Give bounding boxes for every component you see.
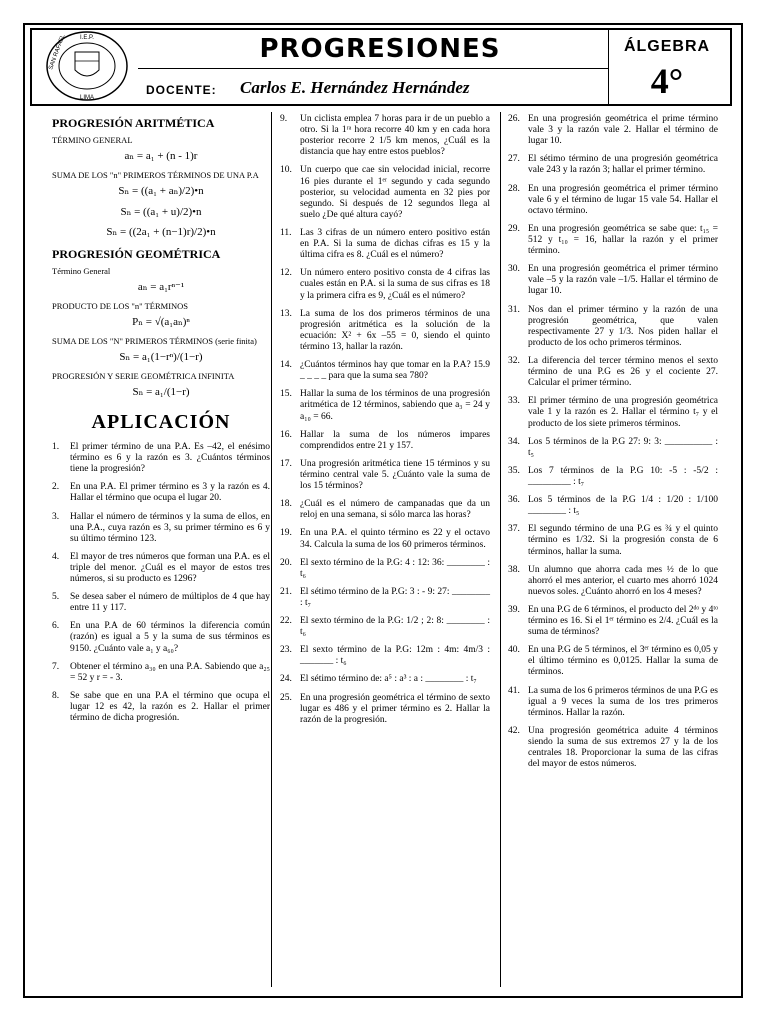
pg-title: PROGRESIÓN GEOMÉTRICA bbox=[52, 247, 221, 262]
problem-text: ¿Cuál es el número de campanadas que da un reloj en una semana, si sólo marca las horas? bbox=[300, 499, 490, 521]
problem-item bbox=[280, 268, 490, 301]
infinita-title: PROGRESIÓN Y SERIE GEOMÉTRICA INFINITA bbox=[52, 370, 235, 381]
problem-text: Nos dan el primer término y la razón de una progresión geométrica, que valen respectivamente 27 y 1/3. Nos piden hallar el producto de los ocho primeros términos. bbox=[528, 304, 718, 348]
problem-text: En una progresión geométrica el primer término vale 6 y el término de lugar 15 vale 54. Hallar el octavo término. bbox=[528, 183, 718, 216]
problem-text: El sexto término de la P.G: 1/2 ; 2: 8: ________ : t₆ bbox=[300, 616, 490, 638]
problem-item bbox=[52, 552, 270, 585]
problem-number: 29. bbox=[508, 223, 520, 234]
problem-item bbox=[508, 264, 718, 297]
problem-text: En una P.A. El primer término es 3 y la razón es 4. Hallar el término que ocupa el lugar 20. bbox=[70, 482, 270, 504]
problem-text: El mayor de tres números que forman una P.A. es el triple del menor. ¿Cuál es el mayor de estos tres números, si su producto es 1296? bbox=[70, 551, 270, 585]
problem-item bbox=[508, 605, 718, 638]
problem-text: La suma de los 6 primeros términos de una P.G es igual a 9 veces la suma de los tres primeros términos. Hallar la razón. bbox=[528, 685, 718, 718]
problem-number: 39. bbox=[508, 604, 520, 615]
problem-number: 32. bbox=[508, 355, 520, 366]
problem-item bbox=[280, 389, 490, 422]
docente-name: Carlos E. Hernández Hernández bbox=[240, 78, 470, 97]
problem-item bbox=[280, 459, 490, 492]
problem-number: 37. bbox=[508, 524, 520, 535]
problem-text: En una P.G de 5 términos, el 3ᵉʳ término es 0,05 y el último término es 0,0125. Hallar la suma de términos. bbox=[528, 645, 718, 678]
problem-number: 35. bbox=[508, 465, 520, 476]
problem-item bbox=[52, 621, 270, 654]
problem-number: 25. bbox=[280, 692, 292, 703]
problem-text: El sétimo término de la P.G: 3 : - 9: 27: ________ : t₇ bbox=[300, 586, 490, 608]
problem-number: 6. bbox=[52, 621, 60, 632]
column-divider bbox=[500, 112, 501, 987]
problem-number: 12. bbox=[280, 268, 292, 279]
problem-item bbox=[280, 558, 490, 580]
problem-number: 31. bbox=[508, 304, 520, 315]
problem-text: Hallar la suma de los números impares comprendidos entre 21 y 157. bbox=[300, 429, 490, 451]
problem-number: 21. bbox=[280, 586, 292, 597]
problem-text: La diferencia del tercer término menos el sexto término de una P.G es 26 y el cociente 27. Calcular el primer término. bbox=[528, 355, 718, 389]
problem-text: Hallar la suma de los términos de una progresión aritmética de 12 términos, sabiendo que a₃ = 24 y a₁₀ = 66. bbox=[300, 389, 490, 422]
problem-text: El primer término de una P.A. Es –42, el enésimo término es 6 y la razón es 3. ¿Cuántos términos tiene la progresión? bbox=[70, 441, 270, 475]
problem-item bbox=[280, 645, 490, 667]
problem-item bbox=[508, 154, 718, 176]
problem-text: ¿Cuántos términos hay que tomar en la P.A? 15.9 _ _ _ _ para que la suma sea 780? bbox=[300, 360, 490, 382]
problem-item bbox=[280, 228, 490, 261]
termino-general-label: TÉRMINO GENERAL bbox=[52, 135, 133, 146]
problem-text: En una P.A de 60 términos la diferencia común (razón) es igual a 5 y la suma de sus términos es 9150. ¿Cuánto vale a₁ y a₆₀? bbox=[70, 621, 270, 654]
problem-text: Una progresión aritmética tiene 15 términos y su término central vale 5. ¿Cuánto vale la suma de los 15 términos? bbox=[300, 458, 490, 492]
problem-item bbox=[508, 565, 718, 598]
problem-number: 20. bbox=[280, 557, 292, 568]
problem-text: En una progresión geométrica el término de sexto lugar es 486 y el primer término es 2. Hallar la razón de la progresión. bbox=[300, 692, 490, 725]
problem-item bbox=[52, 482, 270, 504]
suma-formula-1: Sₙ = ((a₁ + aₙ)/2)•n bbox=[118, 184, 204, 197]
problem-item bbox=[280, 528, 490, 550]
problem-number: 28. bbox=[508, 183, 520, 194]
problem-text: En una P.A. el quinto término es 22 y el octavo 34. Calcula la suma de los 60 primeros términos. bbox=[300, 528, 490, 550]
problem-text: Las 3 cifras de un número entero positivo están en P.A. Si la suma de dichas cifras es 15 y la última cifra es 8. ¿Cuál es el número? bbox=[300, 227, 490, 261]
problem-item bbox=[280, 309, 490, 353]
problem-number: 36. bbox=[508, 495, 520, 506]
suma-pa-title: SUMA DE LOS "n" PRIMEROS TÉRMINOS DE UNA P.A bbox=[52, 169, 259, 180]
suma-pg-formula: Sₙ = a₁(1−rⁿ)/(1−r) bbox=[119, 350, 203, 363]
problem-item bbox=[508, 184, 718, 217]
header-vertical-divider bbox=[608, 30, 609, 104]
problem-text: La suma de los dos primeros términos de una progresión aritmética es la solución de la ecuación: X² + 6x –55 = 0, siendo el quinto término 13, hallar la razón. bbox=[300, 308, 490, 352]
problem-text: Una progresión geométrica aduite 4 términos siendo la suma de sus extremos 27 y la de los centrales 18. Proporcionar la suma de las cifras del mayor de estos números. bbox=[528, 725, 718, 770]
problem-item bbox=[508, 224, 718, 257]
problem-text: En una P.G de 6 términos, el producto del 2ᵈᵒ y 4ᵗᵒ término es 16. Si el 1ᵉʳ término es 2/4. ¿Cuál es la suma de términos? bbox=[528, 604, 718, 638]
problem-item bbox=[52, 691, 270, 724]
problem-number: 18. bbox=[280, 499, 292, 510]
problem-item bbox=[280, 616, 490, 638]
pg-termino-general: Término General bbox=[52, 266, 111, 277]
suma-formula-2: Sₙ = ((a₁ + u)/2)•n bbox=[120, 205, 202, 218]
problem-number: 7. bbox=[52, 661, 60, 672]
problem-list-3 bbox=[508, 114, 718, 770]
problem-item bbox=[280, 674, 490, 685]
problem-number: 15. bbox=[280, 389, 292, 400]
problem-number: 23. bbox=[280, 645, 292, 656]
pa-formula: aₙ = a₁ + (n - 1)r bbox=[124, 149, 198, 162]
seal-city-text: LIMA bbox=[79, 95, 95, 101]
problem-item bbox=[280, 693, 490, 726]
column-problems-3 bbox=[508, 114, 718, 777]
problem-number: 10. bbox=[280, 165, 292, 176]
problem-text: Los 5 términos de la P.G 27: 9: 3: __________ : t₅ bbox=[528, 436, 718, 458]
problem-text: Un cuerpo que cae sin velocidad inicial, recorre 16 pies durante el 1ᵉʳ segundo y cada segundo posterior, su velocidad aumenta en 32 pies por segundo. Si después de 12 segundos llega al suelo ¿De qué altura cayó? bbox=[300, 165, 490, 220]
problem-item bbox=[52, 662, 270, 684]
problem-number: 24. bbox=[280, 674, 292, 685]
problem-text: Un número entero positivo consta de 4 cifras las cuales están en P.A. si la suma de sus cifras es 18 y la primera cifra es 9, ¿Cuál es el número? bbox=[300, 268, 490, 301]
infinita-formula: Sₙ = a₁/(1−r) bbox=[132, 385, 190, 398]
producto-title: PRODUCTO DE LOS "n" TÉRMINOS bbox=[52, 301, 189, 312]
school-seal bbox=[45, 30, 130, 103]
problem-text: Hallar el número de términos y la suma de ellos, en una P.A., cuya razón es 3, su primer término es 6 y su último término 123. bbox=[70, 511, 270, 544]
problem-text: El sétimo término de: a⁵ : a³ : a : ________ : t₇ bbox=[300, 674, 477, 685]
problem-number: 38. bbox=[508, 564, 520, 575]
problem-item bbox=[508, 726, 718, 770]
problem-item bbox=[508, 466, 718, 488]
problem-number: 19. bbox=[280, 528, 292, 539]
problem-text: Se desea saber el número de múltiplos de 4 que hay entre 11 y 117. bbox=[70, 592, 270, 614]
header-divider bbox=[138, 68, 608, 69]
problem-item bbox=[280, 165, 490, 221]
problem-number: 14. bbox=[280, 360, 292, 371]
pa-title: PROGRESIÓN ARITMÉTICA bbox=[52, 116, 215, 130]
problem-number: 8. bbox=[52, 690, 60, 701]
problem-text: Obtener el término a₃₀ en una P.A. Sabiendo que a₂₅ = 52 y r = - 3. bbox=[70, 661, 270, 683]
problem-item bbox=[280, 360, 490, 382]
producto-formula: Pₙ = √(a₁aₙ)ⁿ bbox=[132, 316, 190, 329]
column-theory bbox=[52, 114, 270, 731]
problem-number: 5. bbox=[52, 592, 60, 603]
seal-name-text: SAN RAFAEL bbox=[48, 33, 67, 71]
problem-item bbox=[508, 524, 718, 557]
problem-number: 22. bbox=[280, 616, 292, 627]
problem-item bbox=[52, 592, 270, 614]
pg-formula: aₙ = a₁rⁿ⁻¹ bbox=[137, 281, 185, 294]
problem-item bbox=[508, 645, 718, 678]
problem-item bbox=[280, 114, 490, 158]
problem-number: 34. bbox=[508, 436, 520, 447]
problem-text: El sétimo término de una progresión geométrica vale 243 y la razón 3; hallar el primer término. bbox=[528, 154, 718, 176]
aplicacion-heading: APLICACIÓN bbox=[91, 410, 231, 433]
problem-number: 1. bbox=[52, 441, 60, 452]
column-problems-2 bbox=[280, 114, 490, 733]
problem-item bbox=[508, 114, 718, 147]
problem-number: 17. bbox=[280, 458, 292, 469]
seal-top-text: I.E.P. bbox=[80, 35, 94, 41]
problem-number: 9. bbox=[280, 114, 288, 124]
column-divider bbox=[271, 112, 272, 987]
problem-text: Un alumno que ahorra cada mes ½ de lo que ahorró el mes anterior, el cuarto mes ahorró 1024 nuevos soles. ¿Cuánto ahorró en los 4 meses? bbox=[528, 564, 718, 597]
problem-item bbox=[280, 499, 490, 521]
problem-item bbox=[508, 495, 718, 517]
problem-item bbox=[508, 356, 718, 389]
problem-number: 4. bbox=[52, 551, 60, 562]
problem-item bbox=[508, 437, 718, 459]
problem-item bbox=[280, 587, 490, 609]
grade-label: 4° bbox=[650, 61, 684, 101]
problem-number: 13. bbox=[280, 308, 292, 319]
problem-text: El primer término de una progresión geométrica vale 1 y la razón es 2. Hallar el término t₇ y el producto de los siete primeros términos. bbox=[528, 396, 718, 429]
problem-text: El segundo término de una P.G es ¾ y el quinto término es 1/32. Si la progresión consta de 6 términos, hallar la suma. bbox=[528, 524, 718, 557]
problem-number: 40. bbox=[508, 645, 520, 656]
problem-text: Un ciclista emplea 7 horas para ir de un pueblo a otro. Si la 1ʳᵃ hora recorre 40 km y en cada hora posterior recorre 2 1/5 km menos, ¿Cuál es la distancia que hay entre estos pueblos? bbox=[300, 114, 490, 158]
problem-number: 33. bbox=[508, 396, 520, 407]
problem-number: 16. bbox=[280, 429, 292, 440]
problem-text: En una progresión geométrica se sabe que: t₁₅ = 512 y t₁₀ = 16, hallar la razón y el primer término. bbox=[528, 223, 718, 257]
problem-text: El sexto término de la P.G: 12m : 4m: 4m/3 : _______ : t₆ bbox=[300, 645, 490, 667]
problem-number: 11. bbox=[280, 227, 292, 238]
problem-text: En una progresión geométrica el prime término vale 3 y la razón vale 2. Hallar el término de lugar 10. bbox=[528, 114, 718, 147]
problem-number: 2. bbox=[52, 482, 60, 493]
problem-item bbox=[508, 396, 718, 429]
problem-number: 3. bbox=[52, 511, 60, 522]
problem-number: 42. bbox=[508, 725, 520, 736]
suma-formula-3: Sₙ = ((2a₁ + (n−1)r)/2)•n bbox=[106, 226, 216, 239]
suma-pg-title: SUMA DE LOS "N" PRIMEROS TÉRMINOS (serie finita) bbox=[52, 335, 257, 346]
page-title: PROGRESIONES bbox=[259, 34, 501, 64]
docente-label: DOCENTE: bbox=[146, 83, 217, 97]
problem-item bbox=[508, 305, 718, 349]
problem-number: 41. bbox=[508, 685, 520, 696]
problem-text: El sexto término de la P.G: 4 : 12: 36: ________ : t₆ bbox=[300, 557, 490, 579]
problem-item bbox=[508, 686, 718, 719]
problem-list-2 bbox=[280, 114, 490, 726]
problem-item bbox=[52, 512, 270, 545]
problem-text: Los 5 términos de la P.G 1/4 : 1/20 : 1/100 ________ : t₅ bbox=[528, 495, 718, 517]
subject-label: ÁLGEBRA bbox=[623, 38, 711, 55]
problem-number: 30. bbox=[508, 264, 520, 275]
problem-text: Los 7 términos de la P.G 10: -5 : -5/2 : _________ : t₇ bbox=[528, 465, 718, 487]
problem-item bbox=[280, 430, 490, 452]
problem-list-1 bbox=[52, 442, 270, 724]
problem-item bbox=[52, 442, 270, 475]
problem-number: 26. bbox=[508, 114, 520, 124]
problem-number: 27. bbox=[508, 154, 520, 165]
problem-text: En una progresión geométrica el primer término vale –5 y la razón vale –1/5. Hallar el término de lugar 10. bbox=[528, 264, 718, 297]
problem-text: Se sabe que en una P.A el término que ocupa el lugar 12 es 42, la razón es 2. Hallar el primer término de dicha progresión. bbox=[70, 690, 270, 724]
